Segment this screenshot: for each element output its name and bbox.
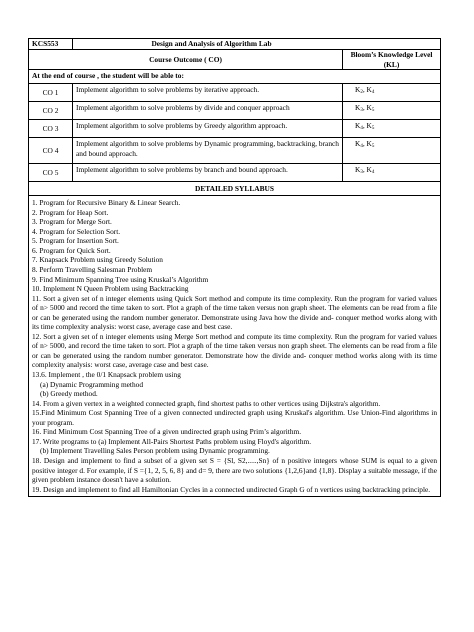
co-description: Implement algorithm to solve problems by Dynamic programming, backtracking, branch and bound approach. (73, 138, 343, 164)
syllabus-item: 4. Program for Selection Sort. (32, 226, 121, 236)
co-row (29, 164, 441, 182)
co-kl: $K_2$, $K_4$ (343, 84, 441, 102)
co-label: CO 1 (29, 84, 73, 102)
syllabus-heading-row (29, 182, 441, 196)
syllabus-item: 17. Write programs to (a) Implement All-Pairs Shortest Paths problem using Floyd's algorithm. (32, 436, 312, 446)
co-row (29, 138, 441, 164)
syllabus-item: 8. Perform Travelling Salesman Problem (32, 265, 153, 275)
heading-row (29, 50, 441, 70)
syllabus-item: 1. Program for Recursive Binary & Linear Search. (32, 198, 181, 208)
title-row (29, 39, 441, 50)
syllabus-item: 19. Design and implement to find all Hamiltonian Cycles in a connected undirected Graph G of n vertices using backtracking principle. (32, 484, 431, 494)
syllabus-item: 5. Program for Insertion Sort. (32, 236, 119, 246)
syllabus-item: 18. Design and implement to find a subset of a given set S = {Sl, S2,.....,Sn} of n positive integers whose SUM is equal to a given positive integer d. For example, if S ={1, 2, 5, 6, 8} and d= 9, there are two solutions {1,2,6}and {1,8}. Display a suitable message, if the given problem instance doesn't have a solution. (32, 455, 437, 485)
outcome-intro: At the end of course , the student will be able to: (29, 70, 441, 84)
co-description: Implement algorithm to solve problems by branch and bound approach. (73, 164, 343, 182)
syllabus-item: 14. From a given vertex in a weighted connected graph, find shortest paths to other vertices using Dijkstra's algorithm. (32, 398, 381, 408)
co-kl: $K_4$, $K_5$ (343, 120, 441, 138)
syllabus-item: 9. Find Minimum Spanning Tree using Kruskal’s Algorithm (32, 274, 209, 284)
syllabus-subitem: (b) Greedy method. (40, 389, 98, 399)
co-row (29, 84, 441, 102)
co-kl: $K_4$, $K_5$ (343, 138, 441, 164)
co-label: CO 2 (29, 102, 73, 120)
syllabus-body-row (29, 196, 441, 497)
bloom-level-heading: Bloom’s Knowledge Level (KL) (343, 50, 441, 70)
syllabus-subitem: (b) Implement Travelling Sales Person problem using Dynamic programming. (40, 446, 270, 456)
co-description: Implement algorithm to solve problems by Greedy algorithm approach. (73, 120, 343, 138)
syllabus-list (29, 196, 441, 497)
syllabus-item: 13.6. Implement , the 0/1 Knapsack problem using (32, 370, 181, 380)
syllabus-item: 3. Program for Merge Sort. (32, 217, 112, 227)
syllabus-item: 16. Find Minimum Cost Spanning Tree of a given undirected graph using Prim’s algorithm. (32, 427, 302, 437)
co-row (29, 102, 441, 120)
syllabus-item: 7. Knapsack Problem using Greedy Solution (32, 255, 163, 265)
co-row (29, 120, 441, 138)
syllabus-table (28, 38, 441, 497)
co-kl: $K_3$, $K_4$ (343, 164, 441, 182)
syllabus-item: 10. Implement N Queen Problem using Backtracking (32, 284, 189, 294)
intro-row (29, 70, 441, 84)
course-code: KCS553 (29, 39, 73, 50)
co-description: Implement algorithm to solve problems by iterative approach. (73, 84, 343, 102)
syllabus-item: 6. Program for Quick Sort. (32, 245, 111, 255)
syllabus-item: 11. Sort a given set of n integer elements using Quick Sort method and compute its time complexity. Run the program for varied values of n> 5000 and record the time taken to sort. Plot a graph of the time taken versus non graph sheet. The elements can be read from a file or can be generated using the random number generator. Demonstrate using Java how the divide and- conquer method works along with its time complexity analysis: worst case, average case and best case. (32, 293, 437, 332)
syllabus-item: 2. Program for Heap Sort. (32, 207, 109, 217)
co-description: Implement algorithm to solve problems by divide and conquer approach (73, 102, 343, 120)
course-outcome-heading: Course Outcome ( CO) (29, 50, 343, 70)
syllabus-heading: DETAILED SYLLABUS (29, 182, 441, 196)
co-kl: $K_3$, $K_5$ (343, 102, 441, 120)
co-label: CO 5 (29, 164, 73, 182)
co-label: CO 3 (29, 120, 73, 138)
syllabus-subitem: (a) Dynamic Programming method (40, 379, 143, 389)
syllabus-item: 12. Sort a given set of n integer elements using Merge Sort method and compute its time complexity. Run the program for varied values of n> 5000, and record the time taken to sort. Plot a graph of the time taken versus non graph sheet. The elements can be read from a file or can be generated using the random number generator. Demonstrate how the divide and- conquer method works along with its time complexity analysis: worst case, average case and best case. (32, 331, 437, 370)
co-label: CO 4 (29, 138, 73, 164)
course-title: Design and Analysis of Algorithm Lab (73, 39, 441, 50)
syllabus-item: 15.Find Minimum Cost Spanning Tree of a given connected undirected graph using Kruskal's algorithm. Use Union-Find algorithms in your program. (32, 408, 437, 427)
